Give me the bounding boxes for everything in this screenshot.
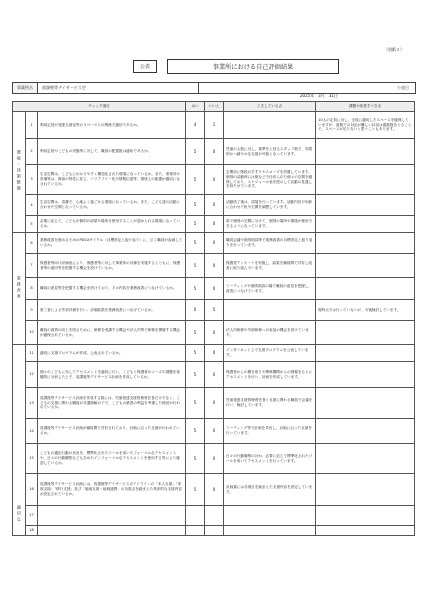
improve-text: [316, 139, 415, 165]
improve-text: [316, 216, 415, 233]
header-check: チェック項目: [13, 102, 186, 112]
yes-count: 5: [186, 165, 205, 195]
yes-count: 5: [186, 321, 205, 345]
improve-text: 現時点では行っていないが、今後検討しています。: [316, 300, 415, 321]
yes-count: 5: [186, 474, 205, 506]
no-count: 0: [205, 474, 224, 506]
check-item: 放課後等デイサービス計画を作成する際には、児童発達支援管理責任者だけでなく、こどもの支援に関わる職員が共通理解の下で、こどもの最善の利益を考慮した検討が行われているか。: [38, 388, 186, 419]
improve-text: 10人の定員に対し、全員に適切したスペースを確保していますが、複数での対応が難しい状況は複数数をとることで、スペースが足りないと思うこともあります。: [316, 112, 415, 139]
check-item: 生活空間は、こどもにわかりやすく構造化された環境になっているか。また、事業所の設備等は、障害の特性に応じ、バリアフリー化や情報伝達等、環境上の配慮が適切になされているか。: [38, 165, 186, 195]
title-row: [133, 60, 339, 73]
facility-label: 事業所名: [13, 83, 38, 93]
page-title: 事業所における自己評価結果: [167, 59, 339, 74]
table-row: [13, 388, 415, 419]
effort-text: 児童発達支援管理責任者と支援に関わる職員で会議を行い、検討しています。: [224, 388, 316, 419]
improve-text: [316, 444, 415, 474]
row-number: 7: [26, 254, 38, 278]
improve-text: [316, 254, 415, 278]
check-item: こどもの適応行動の状況を、標準化されたツールを用いたフォーマルなアセスメントや、日々の行動観察なども含めたインフォーマルなアセスメントを使用する等により確認しているか。: [38, 444, 186, 474]
effort-text: ミーティング等で計画を共有し、計画に沿った支援を行っています。: [224, 419, 316, 444]
no-count: [205, 506, 224, 526]
table-row: [13, 254, 415, 278]
effort-text: 扉で個別の空間に分けて、個別の場所や環境が使用できるようになっています。: [224, 216, 316, 233]
improve-text: [316, 278, 415, 300]
check-item: [38, 526, 186, 536]
no-count: 0: [205, 233, 224, 254]
no-count: 0: [205, 345, 224, 362]
row-number: 1: [26, 112, 38, 139]
row-number: 15: [26, 444, 38, 474]
no-count: 0: [205, 362, 224, 388]
effort-text: 児童の人数に対し、基準を上回るスタッフ数で、効果的かつ細やかな支援が可能となっています。: [224, 139, 316, 165]
no-count: 0: [205, 216, 224, 233]
table-row: [13, 233, 415, 254]
facility-name: 放課後等デイサービス空: [38, 83, 199, 93]
row-number: 18: [26, 526, 38, 536]
effort-text: 活動終了後は、清掃を行っています。活動内容や年齢に合わせて机や空間を調整しています。: [224, 195, 316, 216]
yes-count: 5: [186, 444, 205, 474]
table-row: [13, 112, 415, 139]
row-number: 3: [26, 165, 38, 195]
yes-count: [186, 506, 205, 526]
row-number: 14: [26, 419, 38, 444]
effort-text: ミーティングや個別面談の場で職員の意見を把握し、改善につなげています。: [224, 278, 316, 300]
table-row: [13, 300, 415, 321]
effort-text: 玄関前に階段の手すりやスロープを設置しています。個別の活動時には壁などで仕切られた個々の空間を確保しており、スケジュール表を提示して活動の見通しを持たせています。: [224, 165, 316, 195]
effort-text: 保護者からの聞き取りや関係機関からの情報をもとにアセスメントを行い、計画を作成しています。: [224, 362, 316, 388]
check-item: 個々のこどもに対してアセスメントを適切に行い、こどもと保護者のニーズや課題を客観的に分析した上で、放課後等デイサービス計画を作成しているか。: [38, 362, 186, 388]
header-effort: 工夫している点: [224, 102, 316, 112]
check-item: 放課後等デイサービス計画には、放課後等デイサービスガイドラインの「本人支援」「家族支援」「移行支援」及び「地域支援・地域連携」の各視点を踏まえた具体的な支援内容が設定されているか。: [38, 474, 186, 506]
effort-text: 職員会議や個別面談等で業務改善の目標設定と振り返りを行っています。: [224, 233, 316, 254]
category-ops: 業務改善: [13, 233, 26, 345]
table-row: [13, 139, 415, 165]
row-number: 11: [26, 345, 38, 362]
effort-text: 保護者アンケートを実施し、結果を職員間で共有し改善に取り組んでいます。: [224, 254, 316, 278]
effort-text: 計画書には各項目を踏まえた支援内容を設定しています。: [224, 474, 316, 506]
check-item: 保護者等向け評価表により、保護者等に対して事業所の評価を実施するとともに、保護者等の意向等を把握する機会を設けているか。: [38, 254, 186, 278]
yes-count: 5: [186, 233, 205, 254]
table-row: [13, 474, 415, 506]
table-row: [13, 362, 415, 388]
table-header-row: [13, 102, 415, 112]
effort-text: [224, 300, 316, 321]
publication-label: 公表: [133, 60, 157, 73]
check-item: 第三者による外部評価を行い、評価結果を業務改善につなげているか。: [38, 300, 186, 321]
improve-text: [316, 321, 415, 345]
row-number: 9: [26, 300, 38, 321]
table-row: [13, 526, 415, 536]
yes-count: 5: [186, 345, 205, 362]
table-row: [13, 216, 415, 233]
yes-count: 5: [186, 139, 205, 165]
row-number: 16: [26, 474, 38, 506]
table-row: [13, 444, 415, 474]
check-item: 適切に支援プログラムが作成、公表されているか。: [38, 345, 186, 362]
improve-text: [316, 388, 415, 419]
row-number: 8: [26, 278, 38, 300]
effort-text: [224, 112, 316, 139]
improve-text: [316, 233, 415, 254]
yes-count: [186, 526, 205, 536]
table-row: [13, 278, 415, 300]
no-count: 0: [205, 254, 224, 278]
check-item: [38, 506, 186, 526]
check-item: 必要に応じて、こどもが個別の部屋や場所を使用することが認められる環境になっているか。: [38, 216, 186, 233]
yes-count: 5: [186, 388, 205, 419]
row-number: 2: [26, 139, 38, 165]
yes-count: 0: [186, 300, 205, 321]
table-row: [13, 345, 415, 362]
date-label: 公表日: [397, 85, 409, 90]
yes-count: 5: [186, 362, 205, 388]
row-number: 5: [26, 216, 38, 233]
improve-text: [316, 506, 415, 526]
table-row: [13, 165, 415, 195]
no-count: 0: [205, 419, 224, 444]
effort-text: インターネット上で支援プログラムを公表しています。: [224, 345, 316, 362]
improve-text: [316, 419, 415, 444]
yes-count: 5: [186, 278, 205, 300]
no-count: 0: [205, 139, 224, 165]
yes-count: 5: [186, 195, 205, 216]
no-count: 0: [205, 195, 224, 216]
no-count: 1: [205, 112, 224, 139]
row-number: 10: [26, 321, 38, 345]
facility-info: [12, 82, 416, 94]
improve-text: [316, 165, 415, 195]
effort-text: [224, 526, 316, 536]
header-improve: 課題や改善すべき点: [316, 102, 415, 112]
table-row: [13, 506, 415, 526]
table-row: [13, 195, 415, 216]
effort-text: 日々の行動観察のほか、必要に応じて標準化されたツールを用いてアセスメントを行っています。: [224, 444, 316, 474]
table-row: [13, 419, 415, 444]
no-count: 0: [205, 278, 224, 300]
no-count: 0: [205, 444, 224, 474]
publication-date: 2025年 3月 31日: [300, 93, 338, 98]
no-count: [205, 526, 224, 536]
improve-text: [316, 526, 415, 536]
yes-count: 5: [186, 216, 205, 233]
effort-text: [224, 506, 316, 526]
improve-text: [316, 474, 415, 506]
check-item: 生活空間は、清潔で、心地よく過ごせる環境になっているか。また、こども達の活動に合わせた空間となっているか。: [38, 195, 186, 216]
row-number: 13: [26, 388, 38, 419]
no-count: 0: [205, 321, 224, 345]
effort-text: 法人内研修や外部研修への参加の機会を設けています。: [224, 321, 316, 345]
header-yes: はい: [186, 102, 205, 112]
table-row: [13, 321, 415, 345]
category-env: 環境・体制整備: [13, 112, 26, 233]
row-number: 12: [26, 362, 38, 388]
improve-text: [316, 345, 415, 362]
check-item: 職員の資質の向上を図るために、研修を受講する機会や法人内等で研修を開催する機会が確保されているか。: [38, 321, 186, 345]
check-item: 業務改善を進めるためのPDCAサイクル（目標設定と振り返り）に、広く職員が参画しているか。: [38, 233, 186, 254]
row-number: 4: [26, 195, 38, 216]
no-count: 0: [205, 388, 224, 419]
yes-count: 5: [186, 254, 205, 278]
no-count: 5: [205, 300, 224, 321]
form-id: （別紙５）: [384, 47, 404, 52]
category-appropriate: 適切な: [13, 345, 26, 536]
check-item: 利用定員が発達支援室等のスペースとの関係で適切であるか。: [38, 112, 186, 139]
row-number: 17: [26, 506, 38, 526]
improve-text: [316, 195, 415, 216]
check-item: 職員の意見等を把握する機会を設けており、その内容を業務改善につなげているか。: [38, 278, 186, 300]
header-no: いいえ: [205, 102, 224, 112]
check-item: 利用定員やこどもの状態等に対して、職員の配置数は適切であるか。: [38, 139, 186, 165]
row-number: 6: [26, 233, 38, 254]
improve-text: [316, 362, 415, 388]
no-count: 0: [205, 165, 224, 195]
yes-count: 5: [186, 419, 205, 444]
evaluation-table: [12, 101, 415, 536]
check-item: 放課後等デイサービス計画が職員間で共有されており、計画に沿った支援が行われているか。: [38, 419, 186, 444]
yes-count: 4: [186, 112, 205, 139]
